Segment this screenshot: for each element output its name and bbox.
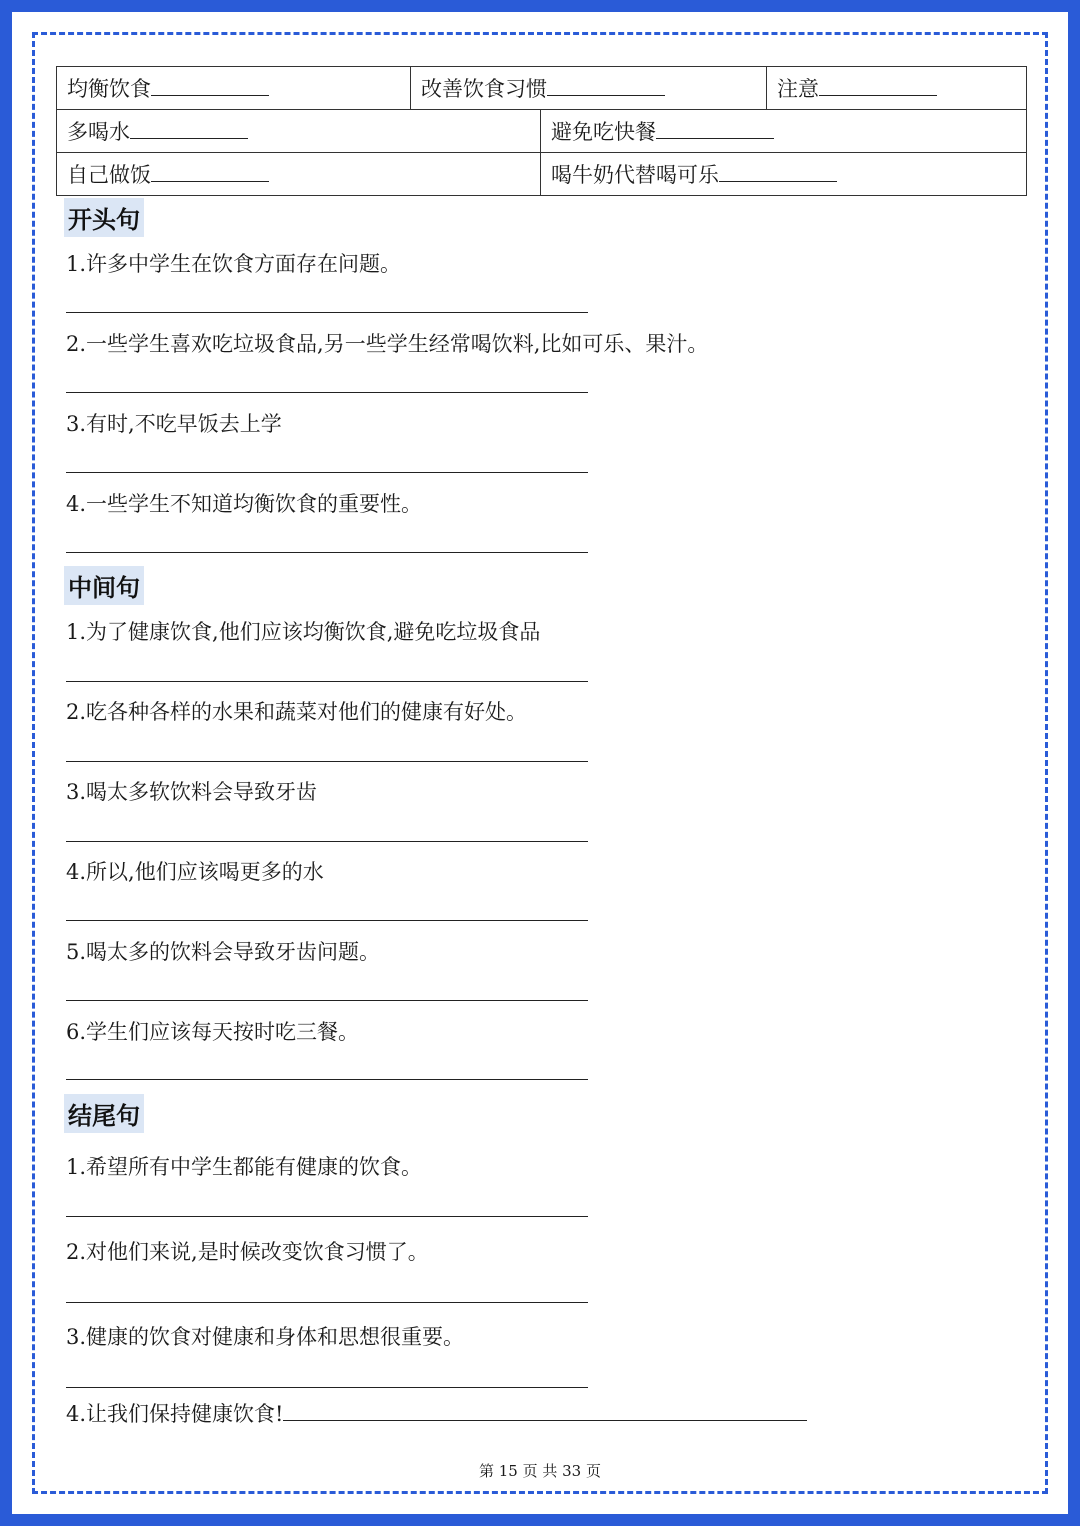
sentence: 3.喝太多软饮料会导致牙齿 <box>66 780 318 804</box>
vocab-row <box>57 153 1027 196</box>
sentence: 5.喝太多的饮料会导致牙齿问题。 <box>66 940 381 964</box>
answer-line[interactable] <box>283 1402 807 1421</box>
vocab-term: 自己做饭 <box>67 163 151 187</box>
sentence: 2.对他们来说,是时候改变饮食习惯了。 <box>66 1240 429 1264</box>
vocab-table <box>56 66 1027 196</box>
answer-line[interactable] <box>66 472 588 473</box>
answer-line[interactable] <box>66 1302 588 1303</box>
vocab-term: 喝牛奶代替喝可乐 <box>551 163 719 187</box>
answer-blank[interactable] <box>819 77 937 96</box>
vocab-cell <box>57 67 411 110</box>
sentence: 1.希望所有中学生都能有健康的饮食。 <box>66 1155 423 1179</box>
sentence: 2.吃各种各样的水果和蔬菜对他们的健康有好处。 <box>66 700 528 724</box>
vocab-term: 注意 <box>777 77 819 101</box>
sentence: 4.所以,他们应该喝更多的水 <box>66 860 324 884</box>
answer-line[interactable] <box>66 761 588 762</box>
answer-blank[interactable] <box>719 163 837 182</box>
section-title-middle: 中间句 <box>64 566 144 605</box>
sentence: 3.有时,不吃早饭去上学 <box>66 412 282 436</box>
section-title-opening: 开头句 <box>64 198 144 237</box>
sentence: 6.学生们应该每天按时吃三餐。 <box>66 1020 360 1044</box>
vocab-cell <box>57 110 541 153</box>
answer-line[interactable] <box>66 312 588 313</box>
vocab-cell <box>541 110 1027 153</box>
answer-line[interactable] <box>66 1216 588 1217</box>
section-title-ending: 结尾句 <box>64 1094 144 1133</box>
answer-line[interactable] <box>66 392 588 393</box>
answer-blank[interactable] <box>151 163 269 182</box>
answer-line[interactable] <box>66 841 588 842</box>
page-number: 第 15 页 共 33 页 <box>478 1462 601 1480</box>
vocab-cell <box>541 153 1027 196</box>
vocab-cell <box>767 67 1027 110</box>
sentence: 2.一些学生喜欢吃垃圾食品,另一些学生经常喝饮料,比如可乐、果汁。 <box>66 332 709 356</box>
answer-line[interactable] <box>66 681 588 682</box>
sentence: 4.一些学生不知道均衡饮食的重要性。 <box>66 492 423 516</box>
answer-blank[interactable] <box>656 120 774 139</box>
vocab-cell <box>411 67 767 110</box>
answer-line[interactable] <box>66 552 588 553</box>
sentence: 1.许多中学生在饮食方面存在问题。 <box>66 252 402 276</box>
vocab-term: 避免吃快餐 <box>551 120 656 144</box>
answer-blank[interactable] <box>130 120 248 139</box>
answer-blank[interactable] <box>547 77 665 96</box>
answer-blank[interactable] <box>151 77 269 96</box>
vocab-cell <box>57 153 541 196</box>
vocab-term: 多喝水 <box>67 120 130 144</box>
sentence-text: 4.让我们保持健康饮食! <box>66 1402 284 1426</box>
answer-line[interactable] <box>66 1000 588 1001</box>
sentence: 1.为了健康饮食,他们应该均衡饮食,避免吃垃圾食品 <box>66 620 541 644</box>
answer-line[interactable] <box>66 920 588 921</box>
answer-line[interactable] <box>66 1079 588 1080</box>
sentence-with-blank <box>66 1398 807 1428</box>
sentence: 3.健康的饮食对健康和身体和思想很重要。 <box>66 1325 465 1349</box>
vocab-term: 均衡饮食 <box>67 77 151 101</box>
vocab-row <box>57 67 1027 110</box>
vocab-row <box>57 110 1027 153</box>
vocab-term: 改善饮食习惯 <box>421 77 547 101</box>
answer-line[interactable] <box>66 1387 588 1388</box>
